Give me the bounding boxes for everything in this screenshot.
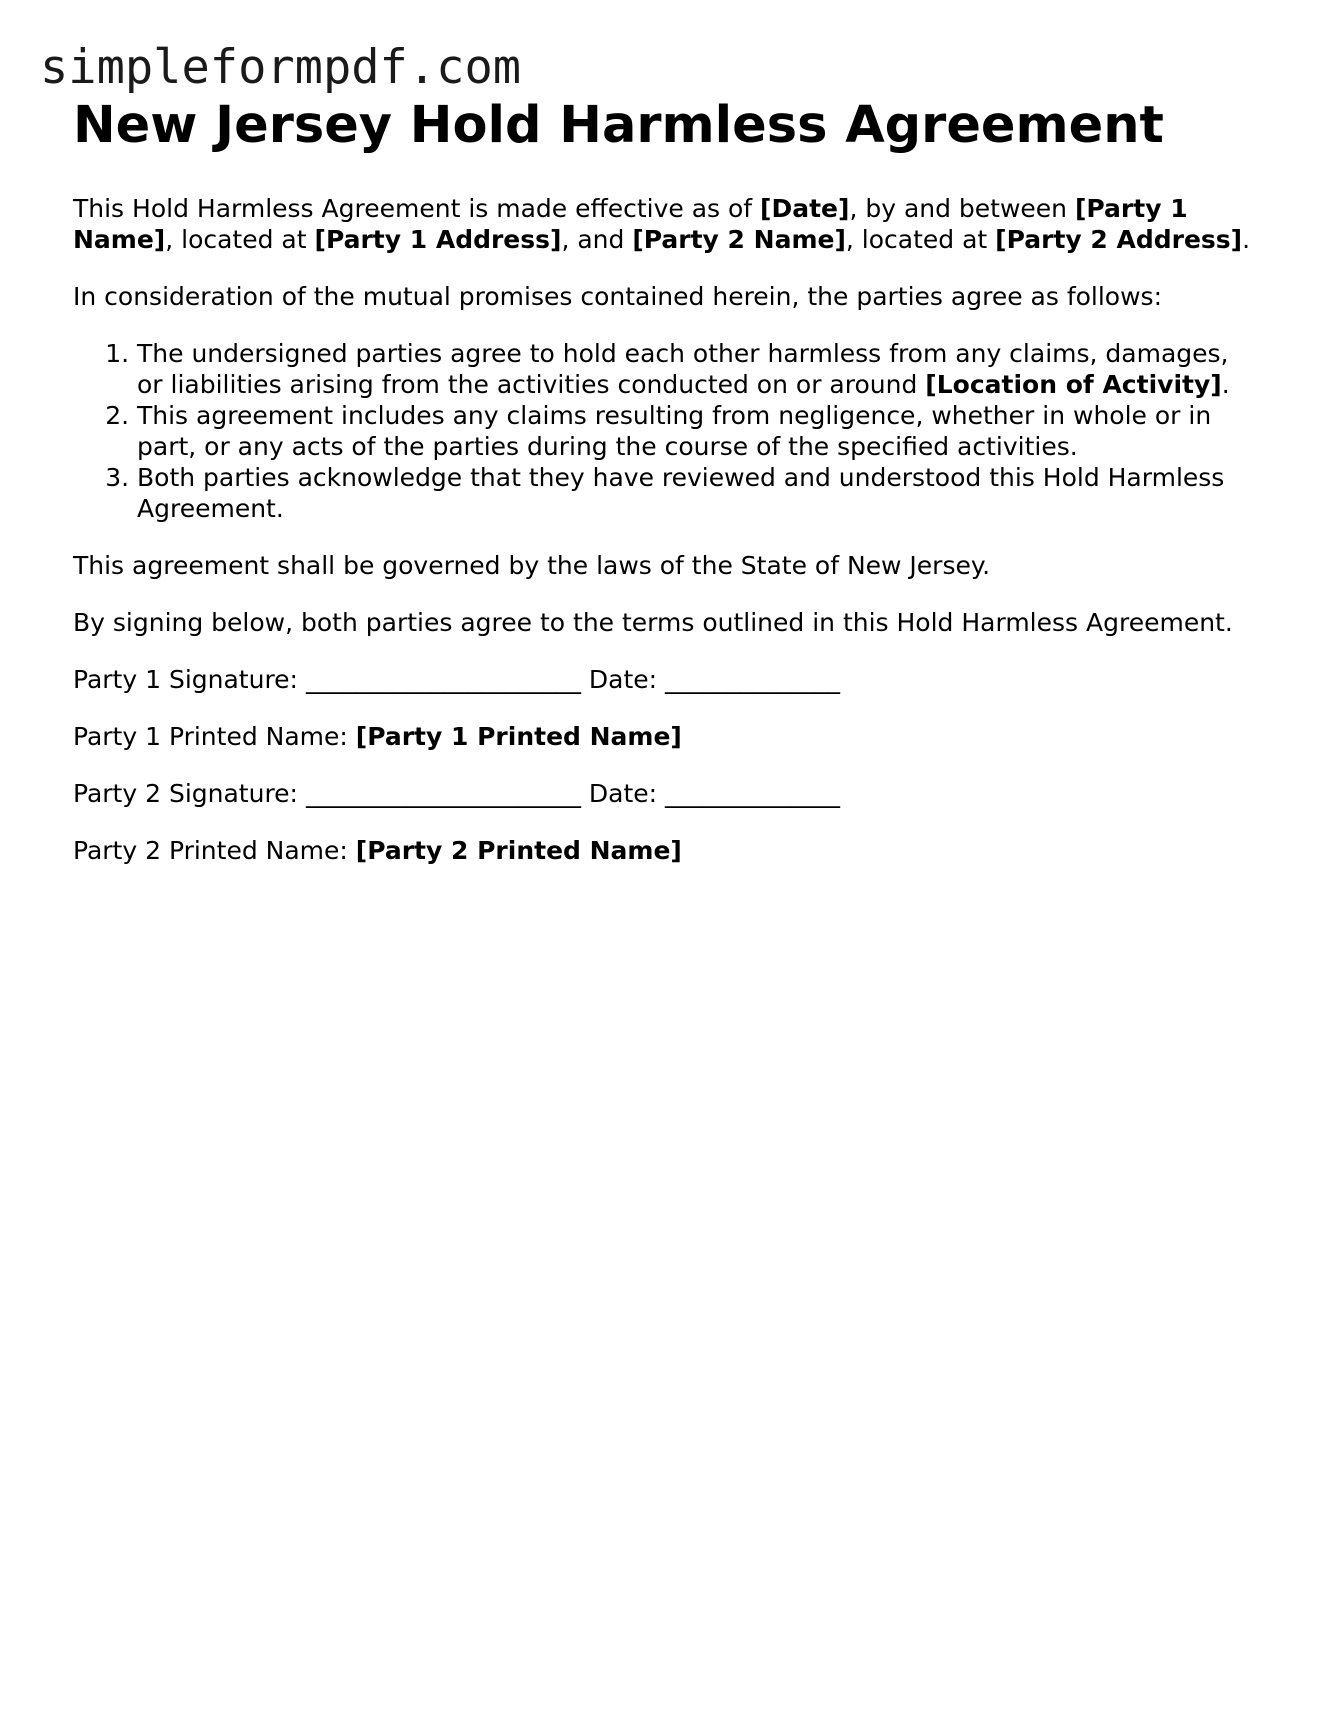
party1-printed-name-placeholder: [Party 1 Printed Name] <box>355 722 682 751</box>
terms-list <box>73 338 1253 524</box>
party2-date-label: Date: <box>580 779 666 808</box>
governing-law-paragraph: This agreement shall be governed by the laws of the State of New Jersey. <box>73 551 991 580</box>
party1-signature-field[interactable]: ______________________ <box>305 665 581 694</box>
intro-paragraph <box>73 193 1253 255</box>
intro-text: , and <box>561 225 633 254</box>
list-item <box>137 338 1253 400</box>
intro-text: , by and between <box>849 194 1075 223</box>
party2-signature-field[interactable]: ______________________ <box>305 779 581 808</box>
party2-address-placeholder: [Party 2 Address] <box>995 225 1243 254</box>
party1-date-label: Date: <box>580 665 666 694</box>
party2-signature-label: Party 2 Signature: <box>73 779 306 808</box>
party2-name-placeholder: [Party 2 Name] <box>632 225 846 254</box>
party2-date-field[interactable]: ______________ <box>665 779 841 808</box>
page-title: New Jersey Hold Harmless Agreement <box>73 96 1164 155</box>
date-placeholder: [Date] <box>760 194 850 223</box>
intro-text: This Hold Harmless Agreement is made effective as of <box>73 194 761 223</box>
intro-text: . <box>1242 225 1251 254</box>
party1-printed-label: Party 1 Printed Name: <box>73 722 356 751</box>
party2-printed-name-line <box>73 835 1253 866</box>
party2-signature-line <box>73 778 1253 809</box>
intro-text: , located at <box>165 225 315 254</box>
term-1-end: . <box>1221 370 1230 399</box>
site-watermark: simpleformpdf.com <box>40 40 522 95</box>
party1-printed-name-line <box>73 721 1253 752</box>
party2-printed-label: Party 2 Printed Name: <box>73 836 356 865</box>
party1-name-placeholder: [Party 1 Name] <box>73 194 1188 254</box>
party2-printed-name-placeholder: [Party 2 Printed Name] <box>355 836 682 865</box>
consideration-paragraph: In consideration of the mutual promises contained herein, the parties agree as follows: <box>73 282 1163 311</box>
intro-text: , located at <box>845 225 996 254</box>
location-placeholder: [Location of Activity] <box>925 370 1222 399</box>
party1-signature-label: Party 1 Signature: <box>73 665 306 694</box>
party1-date-field[interactable]: ______________ <box>665 665 841 694</box>
term-1-text: The undersigned parties agree to hold each other harmless from any claims, damages, or liabilities arising from the activities conducted on or around <box>137 339 1229 399</box>
list-item: 3. Both parties acknowledge that they have reviewed and understood this Hold Harmless Agreement. <box>137 462 1253 524</box>
party1-signature-line <box>73 664 1253 695</box>
signing-statement: By signing below, both parties agree to the terms outlined in this Hold Harmless Agreement. <box>73 608 1233 637</box>
list-item: 2. This agreement includes any claims resulting from negligence, whether in whole or in part, or any acts of the parties during the course of the specified activities. <box>137 400 1253 462</box>
party1-address-placeholder: [Party 1 Address] <box>314 225 562 254</box>
document-body <box>73 90 1253 892</box>
